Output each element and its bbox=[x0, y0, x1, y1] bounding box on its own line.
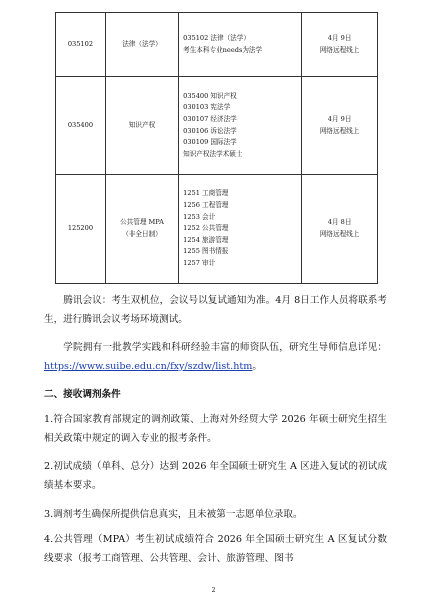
major-item: 035400 知识产权 bbox=[183, 91, 237, 100]
table-cell-schedule bbox=[302, 13, 378, 77]
major-item: 035102 法律（法学） bbox=[183, 33, 250, 42]
major-name-line: （非全日制） bbox=[122, 230, 162, 238]
table-cell-name: 知识产权 bbox=[105, 77, 178, 175]
major-item: 030103 宪法学 bbox=[183, 103, 231, 112]
major-item: 030107 经济法学 bbox=[183, 114, 237, 123]
major-item: 1256 工程管理 bbox=[183, 201, 229, 210]
paragraph-interview: 腾讯会议：考生双机位，会议号以复试通知为准。4月 8日工作人员将联系考生，进行腾讯会议考场环境测试。 bbox=[44, 295, 387, 325]
table-cell-code: 035102 bbox=[56, 13, 106, 77]
table-cell-schedule bbox=[302, 77, 378, 175]
condition-1: 1.符合国家教育部规定的调剂政策、上海对外经贸大学 2026 年硕士研究生招生相关政策中规定的调入专业的报考条件。 bbox=[44, 414, 387, 444]
table-cell-name bbox=[105, 175, 178, 284]
major-item: 考生本科专业needs为法学 bbox=[183, 45, 263, 54]
faculty-text: 学院拥有一批教学实践和科研经验丰富的师资队伍，研究生导师信息详见： bbox=[63, 342, 387, 353]
major-item: 1253 会计 bbox=[183, 212, 216, 221]
table-cell-name: 法律（法学） bbox=[105, 13, 178, 77]
exam-date: 4月 9日 bbox=[327, 114, 352, 123]
table-row bbox=[56, 13, 378, 77]
major-item: 030109 国际法学 bbox=[183, 138, 237, 147]
table-row bbox=[56, 77, 378, 175]
major-item: 1255 图书情报 bbox=[183, 247, 229, 256]
exam-method: 网络远程线上 bbox=[319, 126, 360, 135]
table-cell-code: 125200 bbox=[56, 175, 106, 284]
admission-table bbox=[55, 12, 378, 284]
exam-date: 4月 9日 bbox=[327, 33, 352, 42]
table-cell-majors bbox=[179, 13, 302, 77]
major-item: 1257 审计 bbox=[183, 258, 216, 267]
major-item: 1251 工商管理 bbox=[183, 189, 229, 198]
table-row bbox=[56, 175, 378, 284]
condition-3: 3.调剂考生确保所提供信息真实，且未被第一志愿单位录取。 bbox=[44, 509, 303, 520]
table-cell-majors bbox=[179, 77, 302, 175]
table-cell-schedule bbox=[302, 175, 378, 284]
exam-date: 4月 8日 bbox=[327, 218, 352, 227]
condition-2: 2.初试成绩（单科、总分）达到 2026 年全国硕士研究生 A 区进入复试的初试成绩基本要求。 bbox=[44, 461, 387, 491]
major-item: 030106 诉讼法学 bbox=[183, 126, 237, 135]
table-cell-majors bbox=[179, 175, 302, 284]
condition-4: 4.公共管理（MPA）考生初试成绩符合 2026 年全国硕士研究生 A 区复试分数线要求（报考工商管理、公共管理、会计、旅游管理、图书 bbox=[44, 534, 387, 564]
exam-method: 网络远程线上 bbox=[319, 45, 360, 54]
major-name-line: 公共管理 MPA bbox=[120, 218, 164, 227]
major-item: 1254 旅游管理 bbox=[183, 235, 229, 244]
faculty-text-end: 。 bbox=[252, 361, 262, 372]
page-number: 2 bbox=[211, 587, 216, 594]
section-heading: 二、接收调剂条件 bbox=[44, 389, 121, 400]
major-item: 知识产权法学术硕士 bbox=[183, 149, 243, 158]
table-cell-code: 035400 bbox=[56, 77, 106, 175]
exam-method: 网络远程线上 bbox=[319, 230, 360, 238]
faculty-link[interactable]: https://www.suibe.edu.cn/fxy/szdw/list.htm bbox=[44, 361, 253, 372]
paragraph-faculty bbox=[44, 338, 387, 376]
major-item: 1252 公共管理 bbox=[183, 224, 229, 233]
